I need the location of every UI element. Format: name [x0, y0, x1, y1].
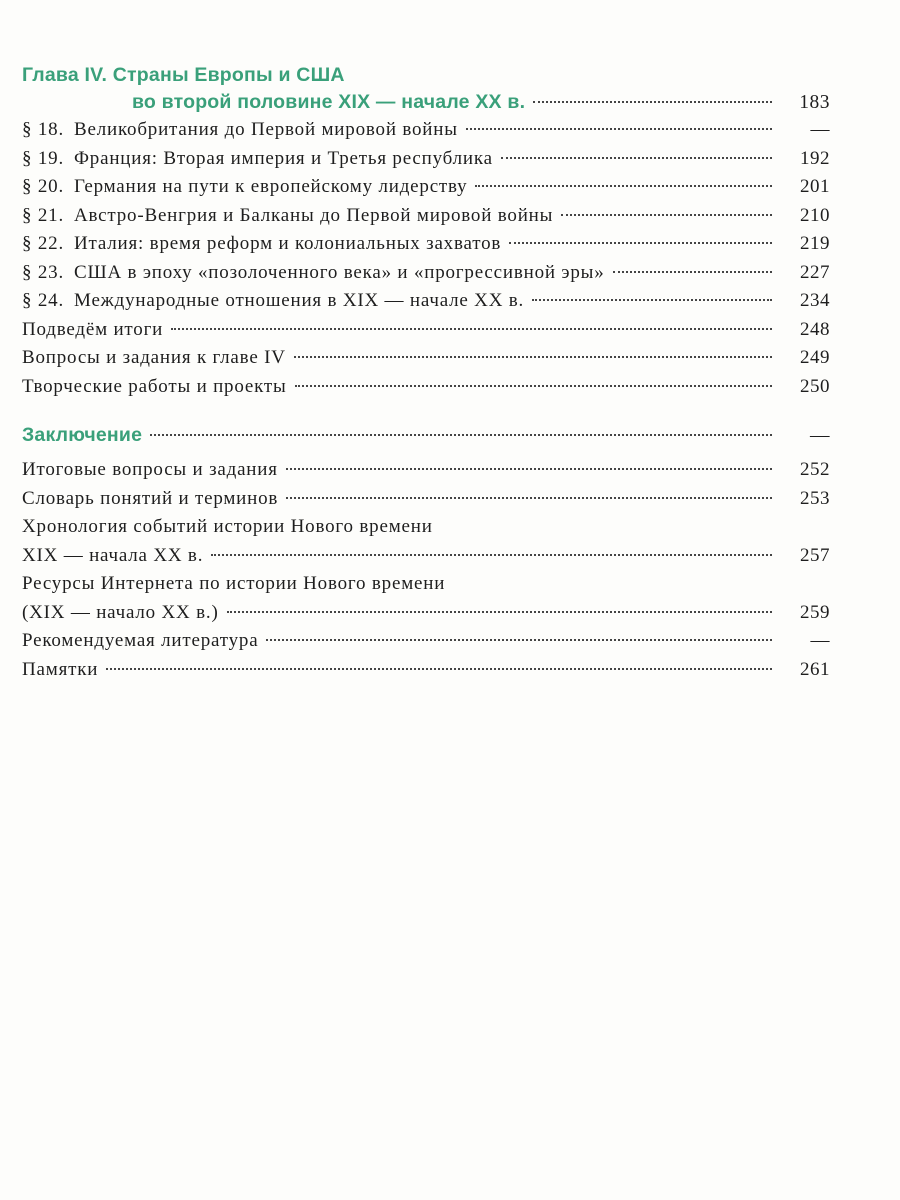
entry-title-line2: XIX — начала XX в.	[22, 544, 204, 566]
page-number: 261	[800, 658, 830, 680]
toc-entry	[22, 656, 830, 685]
dot-leader	[266, 639, 772, 641]
page-number: —	[810, 119, 830, 140]
page-number: 259	[800, 601, 830, 623]
entry-title: США в эпоху «позолоченного века» и «прогрессивной эры»	[74, 261, 605, 283]
section-number: § 19.	[22, 147, 64, 169]
dot-leader	[475, 185, 772, 187]
toc-entry-multiline	[22, 570, 830, 627]
dot-leader	[509, 242, 772, 244]
dot-leader	[286, 468, 772, 470]
page-number: 192	[800, 147, 830, 169]
dot-leader	[532, 299, 772, 301]
section-number: § 24.	[22, 290, 64, 311]
dot-leader	[613, 271, 772, 273]
entry-title: Вопросы и задания к главе IV	[22, 347, 286, 368]
entry-title: Подведём итоги	[22, 318, 164, 340]
page-number: —	[810, 425, 830, 446]
toc-entry	[22, 344, 830, 373]
chapter-heading	[22, 62, 830, 116]
toc-entry	[22, 485, 830, 514]
conclusion-heading	[22, 421, 830, 450]
entry-title: Франция: Вторая империя и Третья республика	[74, 147, 493, 169]
page-number: 210	[800, 204, 830, 226]
entry-title: Италия: время реформ и колониальных захватов	[74, 233, 502, 254]
entry-title-line1: Ресурсы Интернета по истории Нового времени	[22, 573, 446, 594]
page-number: 250	[800, 375, 830, 397]
section-number: § 18.	[22, 119, 64, 140]
entry-title: Творческие работы и проекты	[22, 375, 287, 397]
toc-entry	[22, 145, 830, 174]
toc-entry	[22, 316, 830, 345]
toc-entry	[22, 287, 830, 316]
dot-leader	[295, 385, 772, 387]
toc-entry	[22, 202, 830, 231]
toc-entry	[22, 373, 830, 402]
entry-title: Памятки	[22, 658, 99, 680]
dot-leader	[294, 356, 772, 358]
dot-leader	[171, 328, 772, 330]
entry-title: Германия на пути к европейскому лидерству	[74, 176, 468, 197]
page-number: 252	[800, 459, 830, 480]
entry-title-line2: (XIX — начало XX в.)	[22, 601, 219, 623]
dot-leader	[286, 497, 772, 499]
page-number: —	[810, 630, 830, 651]
entry-title: Великобритания до Первой мировой войны	[74, 119, 458, 140]
dot-leader	[533, 101, 772, 103]
toc-entry-multiline	[22, 513, 830, 570]
chapter-title-line2: во второй половине XIX — начале XX в.	[132, 91, 526, 113]
entry-title: Словарь понятий и терминов	[22, 487, 279, 509]
page-number: 227	[800, 261, 830, 283]
entry-title: Австро-Венгрия и Балканы до Первой мировой войны	[74, 204, 554, 226]
page-number: 219	[800, 233, 830, 254]
dot-leader	[106, 668, 772, 670]
page-number: 234	[800, 290, 830, 311]
chapter-title-line1: Глава IV. Страны Европы и США	[22, 64, 345, 86]
toc-entry	[22, 230, 830, 259]
section-number: § 20.	[22, 176, 64, 197]
page-number: 183	[799, 92, 830, 113]
toc-entry	[22, 259, 830, 288]
toc-entry	[22, 456, 830, 485]
section-number: § 22.	[22, 233, 64, 254]
dot-leader	[211, 554, 772, 556]
entry-title: Рекомендуемая литература	[22, 630, 259, 651]
conclusion-title: Заключение	[22, 424, 143, 446]
dot-leader	[501, 157, 772, 159]
dot-leader	[466, 128, 772, 130]
entry-title: Международные отношения в XIX — начале XX в.	[74, 290, 525, 311]
page-number: 257	[800, 544, 830, 566]
page-number: 249	[800, 347, 830, 368]
section-number: § 21.	[22, 204, 64, 226]
entry-title-line1: Хронология событий истории Нового времени	[22, 516, 433, 537]
toc-entry	[22, 627, 830, 656]
dot-leader	[227, 611, 772, 613]
toc-entry	[22, 173, 830, 202]
page-number: 201	[800, 176, 830, 197]
entry-title: Итоговые вопросы и задания	[22, 459, 278, 480]
page-number: 248	[800, 318, 830, 340]
page-number: 253	[800, 487, 830, 509]
toc-entry	[22, 116, 830, 145]
dot-leader	[150, 434, 772, 436]
table-of-contents	[22, 62, 830, 684]
section-number: § 23.	[22, 261, 64, 283]
dot-leader	[561, 214, 772, 216]
